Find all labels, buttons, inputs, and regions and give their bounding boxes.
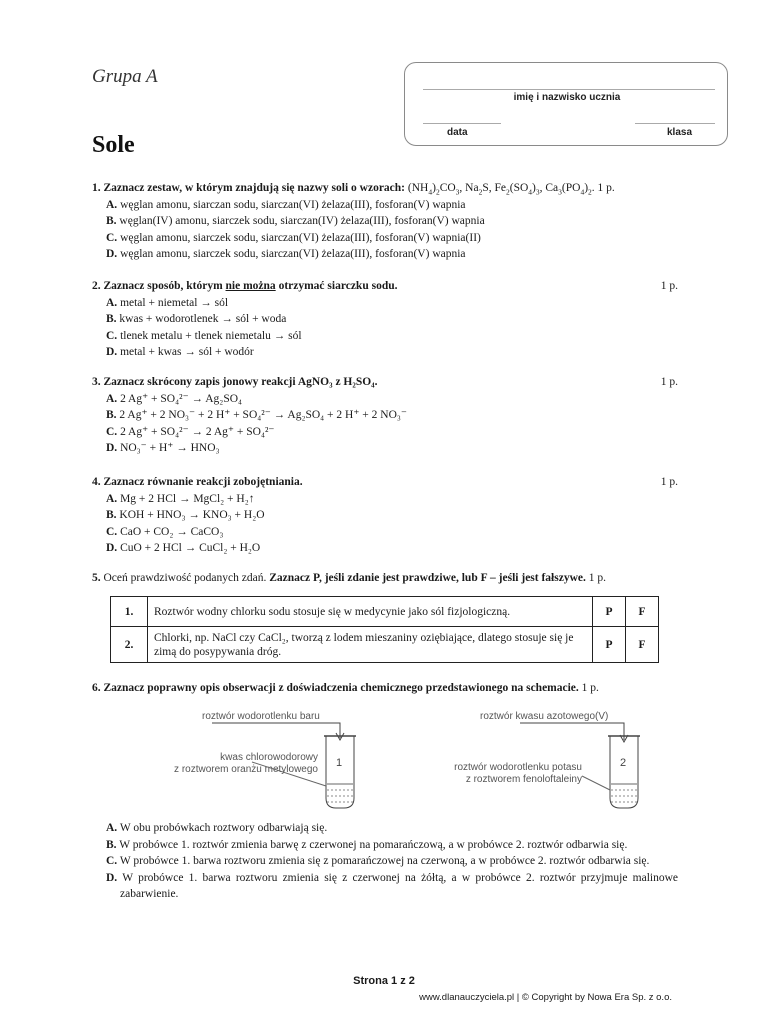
q1-points: 1 p. — [597, 182, 615, 194]
q6-option-b[interactable]: B. W probówce 1. roztwór zmienia barwę z czerwonej na pomarańczową, a w probówce 2. roztwór odbarwia się. — [106, 838, 628, 851]
q1-option-d[interactable]: D. węglan amonu, siarczek sodu, siarczan(VI) żelaza(III), fosforan(V) wapnia — [106, 248, 466, 260]
q3-points: 1 p. — [660, 376, 678, 388]
q4-prompt: Zaznacz równanie reakcji zobojętniania. — [103, 476, 303, 488]
question-2 — [92, 278, 678, 361]
false-option[interactable]: F — [626, 597, 659, 627]
tube2-number: 2 — [620, 757, 627, 769]
q2-prompt-a: Zaznacz sposób, którym — [103, 280, 223, 292]
q2-option-a[interactable]: A. metal + niemetal → sól — [106, 296, 229, 309]
q2-option-c[interactable]: C. tlenek metalu + tlenek niemetalu → sól — [106, 329, 302, 342]
q1-option-b[interactable]: B. węglan(IV) amonu, siarczek sodu, siarczan(IV) żelaza(III), fosforan(V) wapnia — [106, 215, 485, 227]
q4-option-c[interactable]: C. CaO + CO₂ → CaCO₃ — [106, 525, 224, 538]
q1-option-c[interactable]: C. węglan amonu, siarczek sodu, siarczan(VI) żelaza(III), fosforan(V) wapnia(II) — [106, 231, 481, 244]
q2-prompt-emphasis: nie można — [225, 280, 276, 292]
q4-number: 4. — [92, 476, 101, 488]
question-4 — [92, 474, 678, 557]
q1-prompt: Zaznacz zestaw, w którym znajdują się nazwy soli o wzorach: — [103, 182, 406, 194]
q6-option-c[interactable]: C. W probówce 1. barwa roztworu zmienia się z pomarańczowej na czerwoną, a w probówce 2. roztwór odbarwia się. — [106, 855, 650, 867]
q2-option-d[interactable]: D. metal + kwas → sól + wodór — [106, 346, 254, 358]
q6-points: 1 p. — [581, 682, 599, 694]
group-label: Grupa A — [92, 66, 158, 87]
tube1-side-label: kwas chlorowodorowy z roztworem oranżu metylowego — [174, 752, 318, 775]
q2-option-b[interactable]: B. kwas + wodorotlenek → sól + woda — [106, 313, 287, 325]
tf-row-number: 2. — [111, 627, 148, 663]
tf-statement: Chlorki, np. NaCl czy CaCl₂, tworzą z lodem mieszaniny oziębiające, dlatego stosuje się je zimą do posypywania dróg. — [148, 627, 593, 663]
student-info-box — [404, 62, 728, 146]
question-1 — [92, 180, 678, 263]
q4-points: 1 p. — [660, 476, 678, 488]
table-row — [111, 627, 659, 663]
q6-prompt: Zaznacz poprawny opis obserwacji z doświadczenia chemicznego przedstawionego na schemacie. — [103, 682, 579, 694]
question-5 — [92, 570, 678, 587]
question-6-options — [92, 820, 678, 903]
q5-points: 1 p. — [588, 572, 606, 584]
q2-number: 2. — [92, 280, 101, 292]
q5-prompt-b: Zaznacz P, jeśli zdanie jest prawdziwe, lub F – jeśli jest fałszywe. — [269, 572, 586, 584]
tube2-top-label: roztwór kwasu azotowego(V) — [480, 711, 609, 722]
q2-prompt-b: otrzymać siarczku sodu. — [278, 280, 398, 292]
student-name-label: imię i nazwisko ucznia — [513, 92, 621, 103]
class-label: klasa — [667, 127, 693, 138]
q4-option-a[interactable]: A. Mg + 2 HCl → MgCl₂ + H₂↑ — [106, 492, 255, 505]
date-label: data — [447, 127, 468, 138]
q3-option-a[interactable]: A. 2 Ag⁺ + SO₄²⁻ → Ag₂SO₄ — [106, 392, 243, 405]
q4-option-b[interactable]: B. KOH + HNO₃ → KNO₃ + H₂O — [106, 509, 265, 521]
true-option[interactable]: P — [593, 597, 626, 627]
true-false-table — [110, 596, 659, 663]
test-tube-1 — [212, 723, 356, 808]
q3-option-c[interactable]: C. 2 Ag⁺ + SO₄²⁻ → 2 Ag⁺ + SO₄²⁻ — [106, 425, 275, 438]
page-title: Sole — [92, 132, 135, 158]
q6-number: 6. — [92, 682, 101, 694]
table-row — [111, 597, 659, 627]
true-option[interactable]: P — [593, 627, 626, 663]
page-number: Strona 1 z 2 — [353, 975, 415, 987]
tf-row-number: 1. — [111, 597, 148, 627]
q3-prompt: Zaznacz skrócony zapis jonowy reakcji AgNO₃ z H₂SO₄. — [103, 376, 378, 388]
q6-option-a[interactable]: A. W obu probówkach roztwory odbarwiają się. — [106, 822, 328, 834]
q1-formulas: $(NH_4)_2CO_3$, $Na_2S$, $Fe_2(SO_4)_3$, $Ca_3(PO_4)_2$. — [407, 182, 595, 197]
q4-option-d[interactable]: D. CuO + 2 HCl → CuCl₂ + H₂O — [106, 542, 261, 554]
q1-option-a[interactable]: A. węglan amonu, siarczan sodu, siarczan(VI) żelaza(III), fosforan(V) wapnia — [106, 198, 466, 211]
q2-points: 1 p. — [660, 280, 678, 292]
tube1-top-label: roztwór wodorotlenku baru — [202, 711, 320, 722]
q5-number: 5. — [92, 572, 101, 584]
tf-statement: Roztwór wodny chlorku sodu stosuje się w medycynie jako sól fizjologiczną. — [148, 597, 593, 627]
q3-number: 3. — [92, 376, 101, 388]
experiment-diagram — [0, 700, 768, 815]
q6-option-d[interactable]: D. W probówce 1. barwa roztworu zmienia się z czerwonej na żółtą, a w probówce 2. roztwór przyjmuje malinowe zabarwienie. — [106, 871, 679, 900]
q3-option-b[interactable]: B. 2 Ag⁺ + 2 NO₃⁻ + 2 H⁺ + SO₄²⁻ → Ag₂SO₄ + 2 H⁺ + 2 NO₃⁻ — [106, 409, 407, 421]
q5-prompt-a: Oceń prawdziwość podanych zdań. — [103, 572, 267, 584]
false-option[interactable]: F — [626, 627, 659, 663]
question-6 — [92, 680, 678, 697]
q1-number: 1. — [92, 182, 101, 194]
tube2-side-label: roztwór wodorotlenku potasu z roztworem fenoloftaleiny — [454, 762, 582, 785]
tube1-number: 1 — [336, 757, 343, 769]
copyright-text: www.dlanauczyciela.pl | © Copyright by Nowa Era Sp. z o.o. — [419, 992, 672, 1003]
question-3 — [92, 374, 678, 457]
q3-option-d[interactable]: D. NO₃⁻ + H⁺ → HNO₃ — [106, 442, 220, 454]
